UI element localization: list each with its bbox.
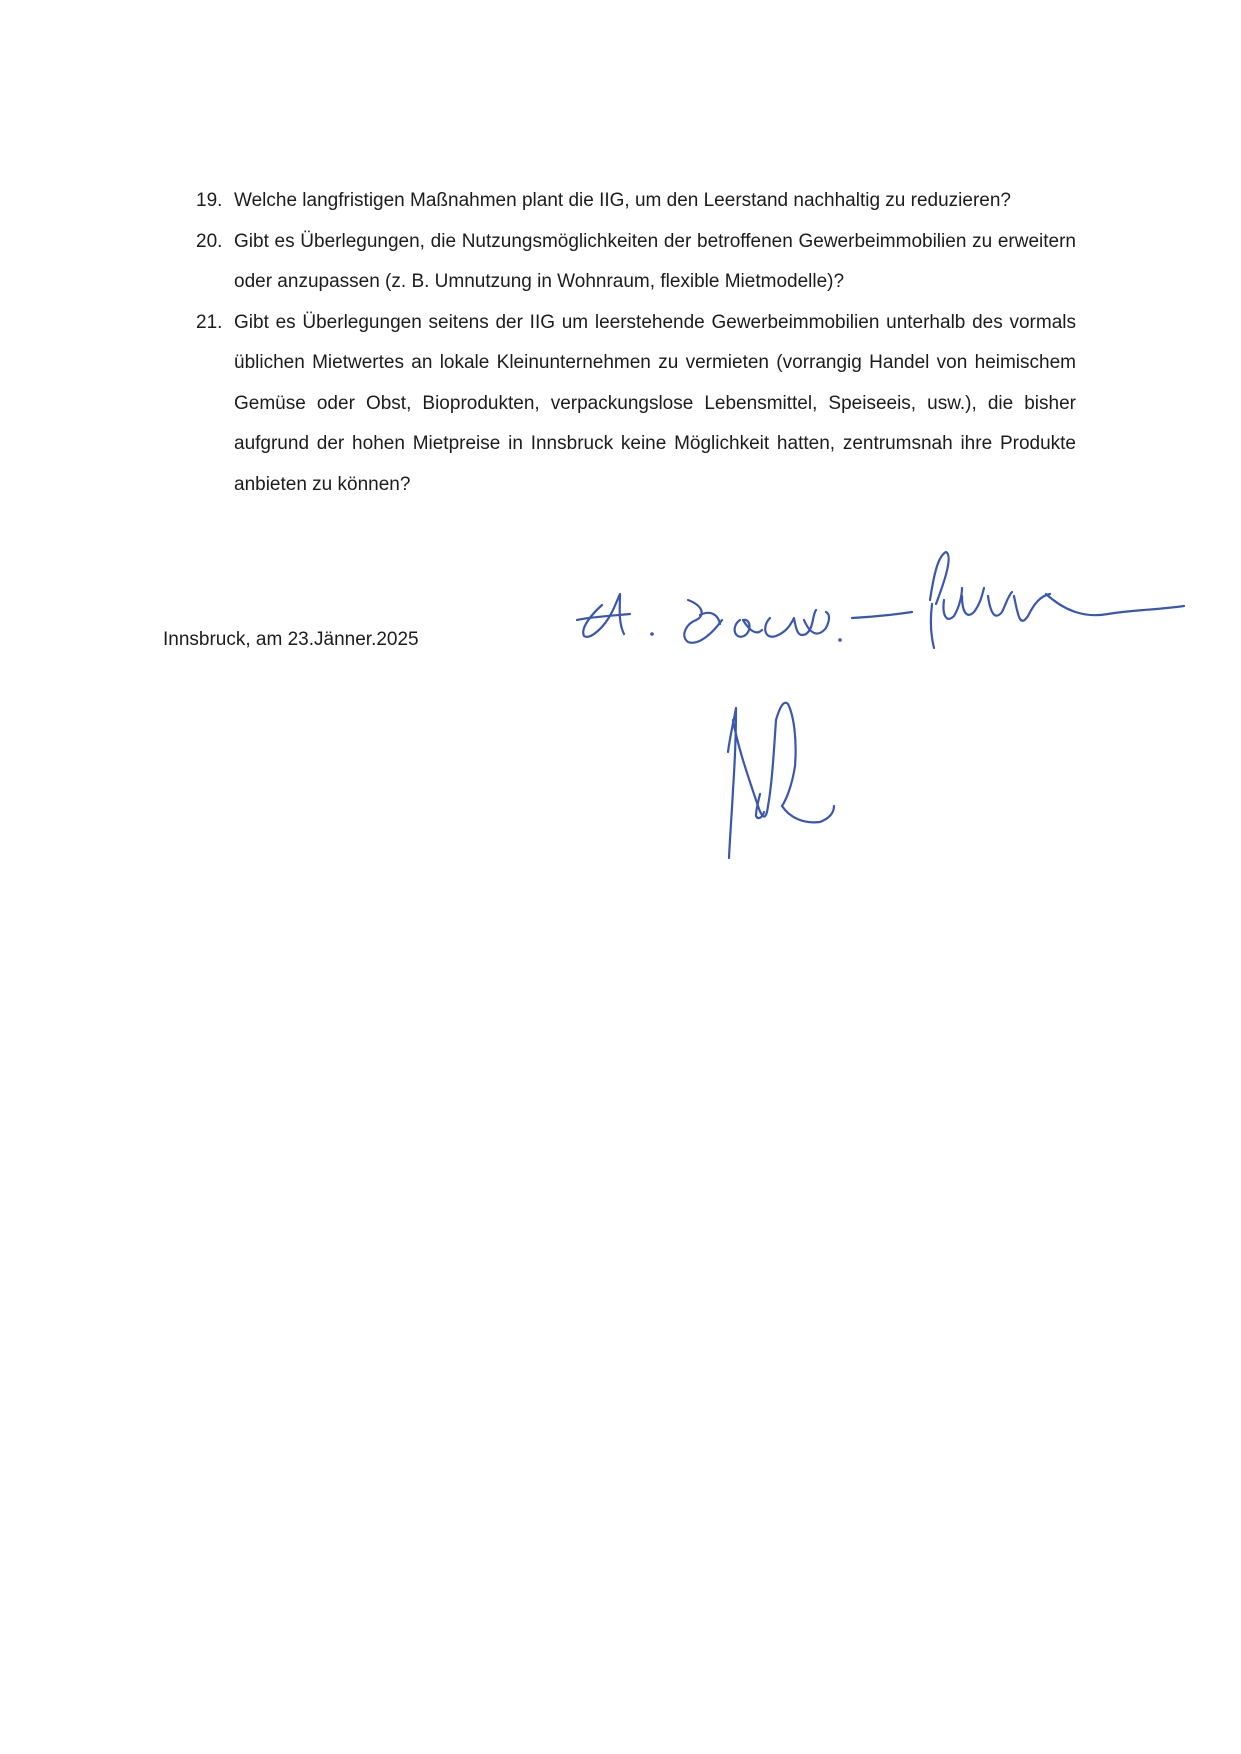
question-item: [196, 222, 1076, 303]
question-text: Welche langfristigen Maßnahmen plant die IIG, um den Leerstand nachhaltig zu reduzieren?: [234, 190, 1011, 211]
question-number: 21.: [196, 311, 223, 333]
question-text: Gibt es Überlegungen, die Nutzungsmöglichkeiten der betroffenen Gewerbeimmobilien zu erweitern oder anzupassen (z. B. Umnutzung in Wohnraum, flexible Mietmodelle)?: [234, 230, 1076, 292]
question-list: [196, 181, 1076, 505]
question-number: 20.: [196, 230, 223, 252]
place-and-date: Innsbruck, am 23.Jänner.2025: [163, 629, 419, 650]
question-item: [196, 303, 1076, 506]
question-number: 19.: [196, 190, 223, 211]
question-text: Gibt es Überlegungen seitens der IIG um leerstehende Gewerbeimmobilien unterhalb des vormals üblichen Mietwertes an lokale Kleinunternehmen zu vermieten (vorrangig Handel von heimischem Gemüse oder Obst, Bioprodukten, verpackungslose Lebensmittel, Speiseeis, usw.), die bisher aufgrund der hohen Mietpreise in Innsbruck keine Möglichkeit hatten, zentrumsnah ihre Produkte anbieten zu können?: [234, 311, 1076, 495]
question-item: [196, 181, 1076, 222]
